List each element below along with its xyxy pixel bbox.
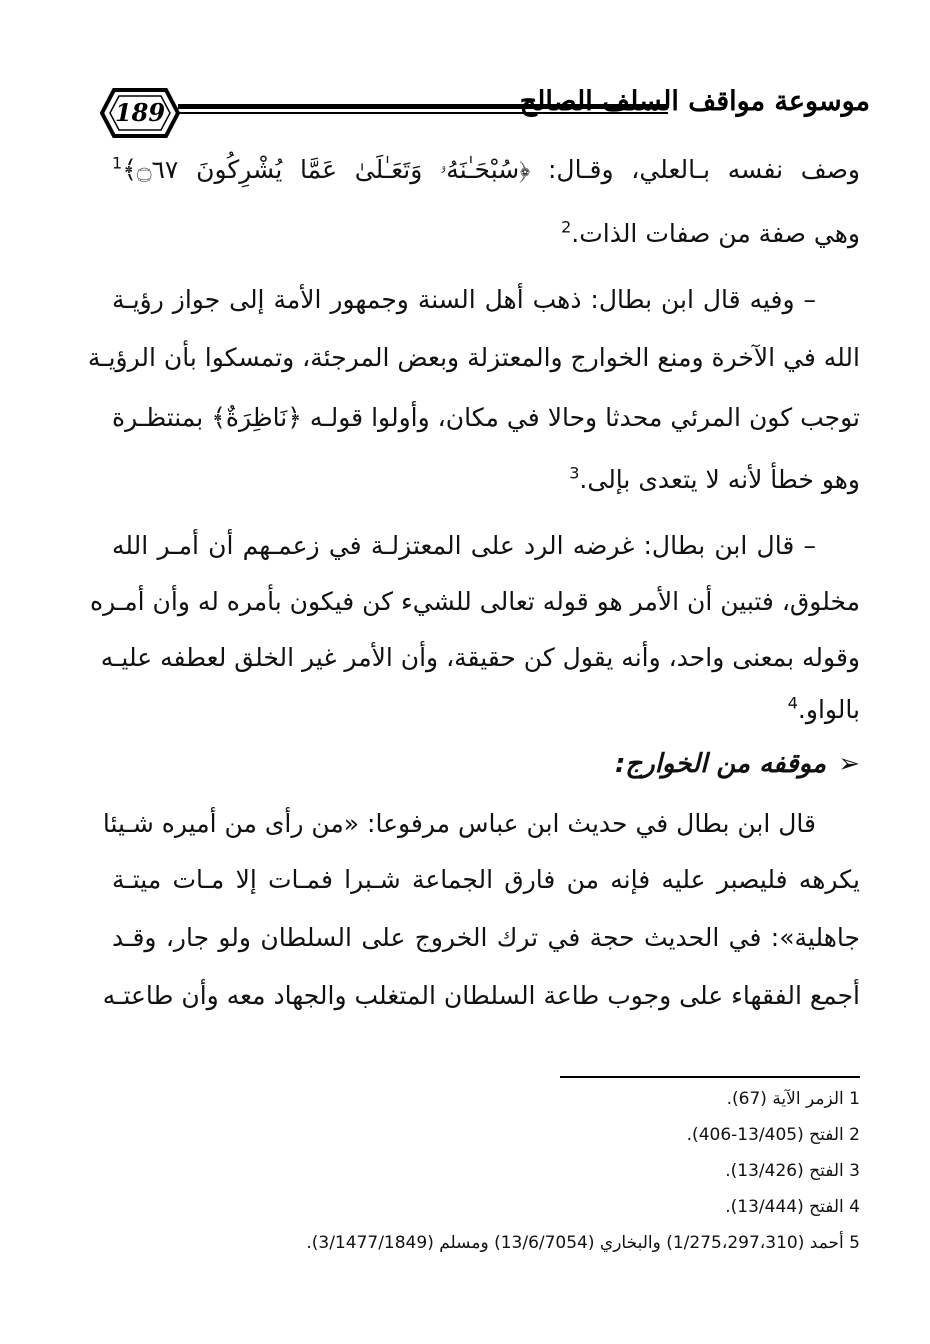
page-header (100, 82, 870, 144)
text-line-9: وقوله بمعنى واحد، وأنه يقول كن حقيقة، وأن الأمر غير الخلق لعطفه عليـه (100, 643, 860, 672)
footnote-3: 3 الفتح (13/426). (725, 1161, 860, 1181)
text-line-10: بالواو.$^4$ (787, 693, 860, 724)
text-line-2: وهي صفة من صفات الذات.$^2$ (561, 217, 860, 248)
text-line-4: الله في الآخرة ومنع الخوارج والمعتزلة وبعض المرجئة، وتمسكوا بأن الرؤيـة (87, 343, 860, 372)
footnote-4: 4 الفتح (13/444). (725, 1197, 860, 1217)
footnote-5: 5 أحمد (1/275،297،310) والبخاري (13/6/7054) ومسلم (3/1477/1849). (306, 1233, 860, 1253)
text-line-3: – وفيه قال ابن بطال: ذهب أهل السنة وجمهور الأمة إلى جواز رؤيـة (112, 285, 816, 314)
text-line-13: جاهلية»: في الحديث حجة في ترك الخروج على السلطان ولو جار، وقـد (112, 923, 860, 952)
book-title: موسوعة مواقف السلف الصالح (519, 86, 870, 117)
text-line-7: – قال ابن بطال: غرضه الرد على المعتزلـة في زعمـهم أن أمـر الله (112, 531, 816, 560)
footnote-ref-3[interactable]: 3 (569, 463, 580, 483)
text-line-11: قال ابن بطال في حديث ابن عباس مرفوعا: «من رأى من أميره شـيئا (102, 809, 816, 838)
footnote-1: 1 الزمر الآية (67). (726, 1089, 860, 1109)
arrow-bullet-icon: ➢ (838, 749, 860, 779)
footnote-ref-1[interactable]: 1 (112, 153, 123, 173)
text-line-5: توجب كون المرئي محدثا وحالا في مكان، وأولوا قولـه ﴿نَاظِرَةٌ﴾ بمنتظـرة (112, 403, 860, 432)
page-number: 189 (114, 98, 166, 127)
page-number-badge (100, 86, 180, 140)
footnote-2: 2 الفتح (13/405-406). (686, 1125, 860, 1145)
section-heading: ➢موقفه من الخوارج: (112, 744, 860, 784)
text-line-6: وهو خطأ لأنه لا يتعدى بإلى.$^3$ (569, 463, 860, 494)
footnote-ref-4[interactable]: 4 (787, 693, 798, 713)
text-line-12: يكرهه فليصبر عليه فإنه من فارق الجماعة شـبرا فمـات إلا مـات ميتـة (112, 865, 860, 894)
footnote-ref-2[interactable]: 2 (561, 217, 572, 237)
text-line-8: مخلوق، فتبين أن الأمر هو قوله تعالى للشيء كن فيكون بأمره له وأن أمـره (90, 587, 860, 616)
text-line-14: أجمع الفقهاء على وجوب طاعة السلطان المتغلب والجهاد معه وأن طاعتـه (102, 981, 860, 1010)
text-line-1: وصف نفسه بـالعلي، وقـال: ﴿سُبْحَـٰنَهُۥ وَتَعَـٰلَىٰ عَمَّا يُشْرِكُونَ ۝٦٧﴾$^1$ (112, 153, 860, 184)
footnote-separator (560, 1076, 860, 1078)
